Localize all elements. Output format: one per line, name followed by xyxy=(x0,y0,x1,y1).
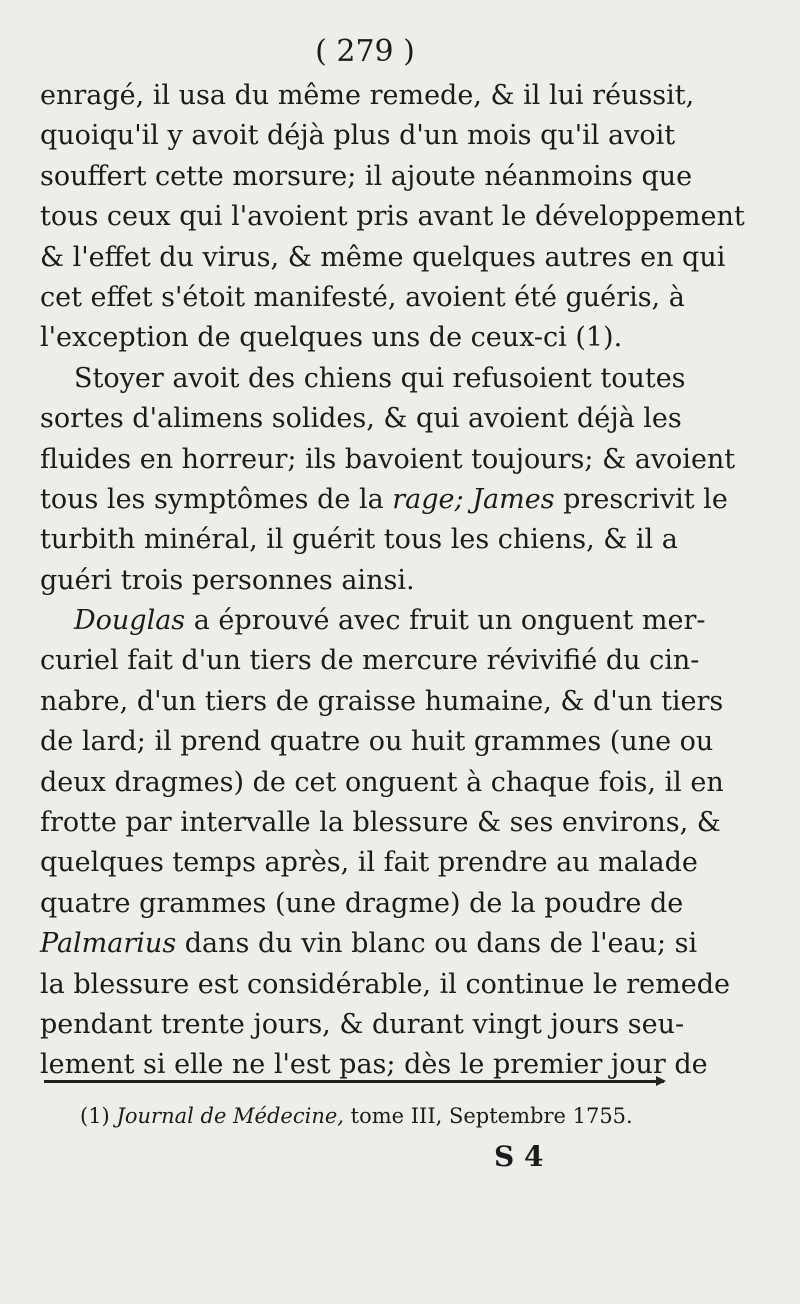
text-line: pendant trente jours, & durant vingt jours seu- xyxy=(40,1008,685,1040)
body-text xyxy=(40,76,745,1086)
divider-arrow-end xyxy=(656,1076,666,1086)
text-line: souffert cette morsure; il ajoute néanmoins que xyxy=(40,160,693,192)
text-line xyxy=(40,601,706,641)
footnote-detail: tome III, Septembre 1755. xyxy=(350,1104,633,1128)
italic-word: rage; xyxy=(392,483,464,515)
signature-mark: S 4 xyxy=(494,1140,544,1173)
text-line: lement si elle ne l'est pas; dès le premier jour de xyxy=(40,1049,708,1081)
footnote xyxy=(80,1104,633,1128)
line-text: prescrivit le xyxy=(554,483,728,515)
text-line: quelques temps après, il fait prendre au malade xyxy=(40,847,698,879)
text-line: sortes d'alimens solides, & qui avoient déjà les xyxy=(40,403,682,435)
text-line: deux dragmes) de cet onguent à chaque fois, il en xyxy=(40,766,724,798)
footnote-marker: (1) xyxy=(80,1104,110,1128)
italic-name: Palmarius xyxy=(40,928,177,960)
text-line: de lard; il prend quatre ou huit grammes (une ou xyxy=(40,726,714,758)
text-line: nabre, d'un tiers de graisse humaine, & d'un tiers xyxy=(40,685,724,717)
text-line: & l'effet du virus, & même quelques autres en qui xyxy=(40,241,726,273)
text-line: Stoyer avoit des chiens qui refusoient toutes xyxy=(74,362,686,394)
text-line: frotte par intervalle la blessure & ses environs, & xyxy=(40,807,721,839)
italic-name: James xyxy=(472,483,555,515)
text-line: enragé, il usa du même remede, & il lui réussit, xyxy=(40,80,695,111)
text-line: l'exception de quelques uns de ceux-ci (1). xyxy=(40,322,623,354)
text-line: quatre grammes (une dragme) de la poudre de xyxy=(40,887,684,919)
line-text: tous les symptômes de la xyxy=(40,483,393,515)
text-line xyxy=(40,480,728,520)
text-line: curiel fait d'un tiers de mercure révivifié du cin- xyxy=(40,645,700,677)
italic-name: Douglas xyxy=(74,605,186,637)
footnote-source: Journal de Médecine, xyxy=(116,1104,344,1128)
footnote-divider xyxy=(44,1080,664,1083)
page-number: ( 279 ) xyxy=(315,34,415,69)
text-line: fluides en horreur; ils bavoient toujours; & avoient xyxy=(40,443,736,475)
text-line: la blessure est considérable, il continue le remede xyxy=(40,968,731,1000)
text-line: tous ceux qui l'avoient pris avant le développement xyxy=(40,201,745,233)
text-line xyxy=(40,924,698,964)
text-line: quoiqu'il y avoit déjà plus d'un mois qu'il avoit xyxy=(40,120,676,152)
line-text: a éprouvé avec fruit un onguent mer- xyxy=(185,605,706,637)
text-line: cet effet s'étoit manifesté, avoient été guéris, à xyxy=(40,281,685,313)
text-line: turbith minéral, il guérit tous les chiens, & il a xyxy=(40,524,678,556)
line-text: dans du vin blanc ou dans de l'eau; si xyxy=(176,928,698,960)
text-line: guéri trois personnes ainsi. xyxy=(40,564,415,596)
line-text xyxy=(464,484,473,515)
